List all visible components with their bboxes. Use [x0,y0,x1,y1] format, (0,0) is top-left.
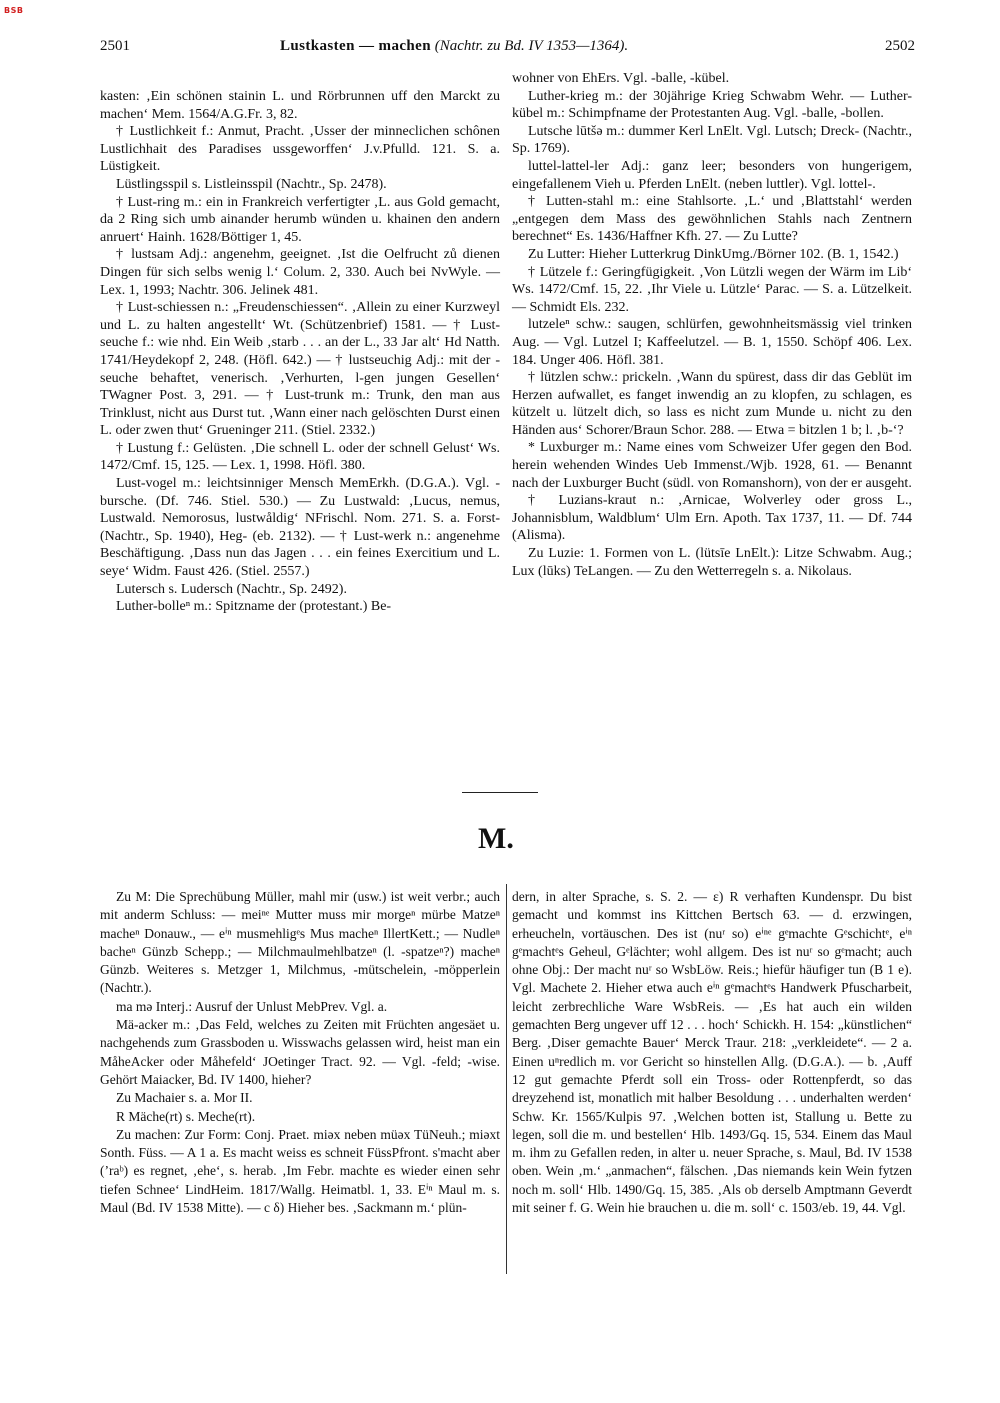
column-left-lower [100,888,500,1217]
dictionary-entry: † lützlen schw.: prickeln. ‚Wann du spürest, dass dir das Geblüt im Herzen aufwallet, es fanget inwendig an zu klopfen, zu schlagen, es kützelt u. lützelt dich, so lass es nicht zum Munde u. nicht zu den Händen aus‘ Schorer/Braun Schor. 288. — Etwa = bitzlen 1 b; l. ‚b-‘? [512,370,912,438]
dictionary-entry: R Mäche(rt) s. Meche(rt). [116,1108,256,1124]
dictionary-entry: † Lustung f.: Gelüsten. ‚Die schnell L. oder der schnell Gelust‘ Ws. 1472/Cmf. 15, 125. — Lex. 1, 1998. Höfl. 380. [100,440,500,474]
dictionary-entry: Lutsche lūtšə m.: dummer Kerl LnElt. Vgl. Lutsch; Dreck- (Nachtr., Sp. 1769). [512,123,912,157]
section-divider [462,792,538,793]
dictionary-entry: Zu Machaier s. a. Mor II. [116,1090,253,1106]
dictionary-entry: † Lust-ring m.: ein in Frankreich verfertigter ‚L. aus Gold gemacht, da 2 Ring sich umb ainander herumb wünden u. khainen den andern anruert‘ Hainh. 1628/Böttiger 1, 45. [100,194,500,245]
dictionary-entry: Luther-krieg m.: der 30jährige Krieg Schwabm Wehr. — Luther-kübel m.: Schimpfname der Protestanten Aug. Vgl. -balle, -bollen. [512,88,912,122]
dictionary-entry: † Lustlichkeit f.: Anmut, Pracht. ‚Usser der minneclichen schônen Lustlichhait des Paradises ussgeworffen‘ J.v.Pfulld. 121. S. a. Lüstigkeit. [100,124,500,175]
dictionary-entry: ma mə Interj.: Ausruf der Unlust MebPrev. Vgl. a. [116,998,388,1014]
dictionary-entry: lutzeleⁿ schw.: saugen, schlürfen, gewohnheitsmässig viel trinken Aug. — Vgl. Lutzel I; Kaffeelutzel. — B. 1, 1550. Schöpf 406. Lex. 184. Unger 406. Höfl. 381. [512,317,912,368]
dictionary-entry: Lust-vogel m.: leichtsinniger Mensch MemErkh. (D.G.A.). Vgl. -bursche. (Df. 746. Stiel. 530.) — Zu Lustwald: ‚Lucus, nemus, Lustwald. Nemorosus, lustwåldig‘ NFrischl. Nom. 271. S. a. Forst- (Nachtr., Sp. 1940), Heg- (eb. 2132). — † Lust-werk n.: angenehme Beschäftigung. ‚Dass nun das Jagen . . . ein feines Exercitium und L. seye‘ Widm. Faust 426. (Stiel. 2557.) [100,476,500,580]
dictionary-entry: Zu M: Die Sprechübung Müller, mahl mir (usw.) ist weit verbr.; auch mit anderm Schluss: — meiⁿᵉ Mutter muss mir morgeⁿ mürbe Matzeⁿ macheⁿ Donauw., — eⁱⁿ musmehligᵉs Mus macheⁿ IllertKett.; — Nudleⁿ bacheⁿ Günzb Schepp.; — Milchmaulmehlbatzeⁿ (l. -spatzeⁿ?) macheⁿ Günzb. Weiteres s. Metzger 1, Milchmus, -mütschelein, -möpperlein (Nachtr.). [100,889,500,996]
dictionary-entry: Zu Luzie: 1. Formen von L. (lütsīe LnElt.): Litze Schwabm. Aug.; Lux (lūks) TeLangen. — Zu den Wetterregeln s. a. Nikolaus. [512,546,912,579]
dictionary-entry: Luther-bolleⁿ m.: Spitzname der (protestant.) Be- [116,599,392,615]
dictionary-entry: Lüstlingsspil s. Listleinsspil (Nachtr., Sp. 2478). [116,176,387,192]
running-title [280,38,628,55]
running-title-ref: (Nachtr. zu Bd. IV 1353—1364). [430,38,629,54]
page-header [100,38,915,62]
dictionary-entry: Mä-acker m.: ‚Das Feld, welches zu Zeiten mit Früchten angesäet u. nachgehends zum Grassboden u. Wisswachs gelassen wird, heist man ein MåheAcker oder Måhefeld‘ JOetinger Tract. 92. — Vgl. -feld; -wise. Gehört Maiacker, Bd. IV 1400, hieher? [100,1017,500,1087]
dictionary-entry: Zu Lutter: Hieher Lutterkrug DinkUmg./Börner 102. (B. 1, 1542.) [528,246,899,262]
dictionary-entry: kasten: ‚Ein schönen stainin L. und Rörbrunnen uff den Marckt zu machen‘ Mem. 1564/A.G.Fr. 3, 82. [100,89,500,122]
dictionary-entry: * Luxburger m.: Name eines vom Schweizer Ufer gegen den Bod. herein wehenden Windes Ueb Immenst./Wjb. 1928, 61. — Benannt nach der Luxburger Bucht (südl. von Romanshorn), von der er ausgeht. [512,440,912,491]
page-number-left: 2501 [100,38,130,54]
dictionary-entry: † lustsam Adj.: angenehm, geeignet. ‚Ist die Oelfrucht zů dienen Dingen für sich selbs wenig l.‘ Colum. 2, 330. Auch bei NvWyle. — Lex. 1, 1993; Nachtr. 306. Jelinek 481. [100,247,500,298]
dictionary-entry: † Lützele f.: Geringfügigkeit. ‚Von Lützli wegen der Wärm im Lib‘ Ws. 1472/Cmf. 15, 22. ‚Ihr Viele u. Lützle‘ Parac. — S. a. Lützelkeit. — Schmidt Els. 232. [512,264,912,315]
running-title-lemma: Lustkasten — machen [280,38,431,54]
page-number-right: 2502 [885,38,915,54]
column-right-upper [512,70,912,580]
column-right-lower [512,888,912,1217]
library-stamp: BSB [4,6,24,15]
dictionary-entry: luttel-lattel-ler Adj.: ganz leer; besonders von hungerigem, eingefallenem Vieh u. Pferden LnElt. (neben luttler). Vgl. lottel-. [512,158,912,192]
dictionary-entry: † Lust-schiessen n.: „Freudenschiessen“. ‚Allein zu einer Kurzweyl und L. zu halten angestellt‘ Wt. (Schützenbrief) 1581. — † Lust-seuche f.: wie nhd. Ein Weib ‚starb . . . an der L., 33 Jar alt‘ Hd Natth. 1741/Heydekopf 2, 248. (Höfl. 642.) — † lustseuchig Adj.: mit der -seuche behaftet, venerisch. ‚Verhurten, l-gen jungen Gesellen‘ TWagner Post. 3, 291. — † Lust-trunk m.: Trunk, den man aus Trinklust, nicht aus Durst tut. ‚Wann einer nach gelöschten Durst einen L. oder zwen thut‘ Grueninger 211. (Stiel. 2332.) [100,300,500,439]
column-divider [506,884,507,1274]
dictionary-entry: † Luzians-kraut n.: ‚Arnicae, Wolverley oder gross L., Johannisblum, Waldblum‘ Ulm Ern. Apoth. Tax 1737, 11. — Df. 744 (Alisma). [512,493,912,544]
dictionary-entry: Lutersch s. Ludersch (Nachtr., Sp. 2492). [116,581,347,597]
dictionary-entry: Zu machen: Zur Form: Conj. Praet. miəx neben müəx TüNeuh.; miəxt Sonth. Füss. — A 1 a. Es macht weiss es schneit FüssPfront. s'macht aber (ʼraᵇ) es regnet, ‚ehe‘, s. herab. ‚Im Febr. machte es wieder einen sehr tiefen Schnee‘ LindHeim. 1817/Wallg. Heimatbl. 1, 33. Eⁱⁿ Maul m. s. Maul (Bd. IV 1538 Mitte). — c δ) Hieher bes. ‚Sackmann m.‘ plün- [100,1126,500,1216]
dictionary-entry: dern, in alter Sprache, s. S. 2. — ε) R verhaften Kundenspr. Du bist gemacht und kommst ins Kittchen Bertsch 63. — d. erzwingen, erheucheln, vortäuschen. Des ist (nuʳ so) eⁱⁿᵉ gᵉmachte Gᵉschichtᵉ, eⁱⁿ gᵉmachtᵉs Geheul, Gᵉlächter; wohl allgem. Des ist nuʳ so gᵉmacht; auch ohne Obj.: Der macht nuʳ so WsbLöw. Reis.; hiefür häufiger tun (B 1 e). Vgl. Machete 2. Hieher etwa auch eⁱⁿ gᵉmachtᵉs Handwerk Pfuscharbeit, leicht zerbrechliche Ware WsbReis. — ‚Es hat auch ein wilden gemachten Berg ungever uff 12 . . . hoch‘ Schickh. H. 154: „künstlichen“ Berg. ‚Diser gemachte Bauer‘ Merck Traur. 218: „verkleidete“. — 2 a. Einen uⁿredlich m. vor Gericht so hinstellen Allg. (D.G.A.). — b. ‚Auff 12 gut gemachte Pferdt soll ein Tross- oder Rottenpferdt, so das dreyzehend ist, monatlich mit halber Besoldung . . . underhalten werden‘ Schw. Kr. 1565/Kulpis 97. ‚Welchen botten ist, Stallung u. Bette zu legen, soll die m. und bestellen‘ Hlb. 1493/Gq. 15, 534. Einem das Maul m. ihm zu Gefallen reden, in alter u. neuer Sprache, s. Maul, Bd. IV 1538 oben. Wein ‚m.‘ „anmachen“, fälschen. ‚Das niemands kein Wein fytzen noch m. soll‘ Hlb. 1490/Gq. 15, 385. ‚Als ob derselb Amptmann Geverdt mit seiner f. G. Wein hie brauchen u. die m. soll‘ c. 1503/eb. 19, 44. Vgl. [512,889,912,1216]
column-left-upper [100,88,500,616]
dictionary-entry: † Lutten-stahl m.: eine Stahlsorte. ‚L.‘ und ‚Blattstahl‘ werden „entgegen dem Mass des gewöhnlichen Stahls nach Zentnern berechnet“ Es. 1436/Haffner Kfh. 27. — Zu Lutte? [512,194,912,245]
section-letter-heading: M. [478,822,514,855]
dictionary-entry: wohner von EhErs. Vgl. -balle, -kübel. [512,71,730,86]
